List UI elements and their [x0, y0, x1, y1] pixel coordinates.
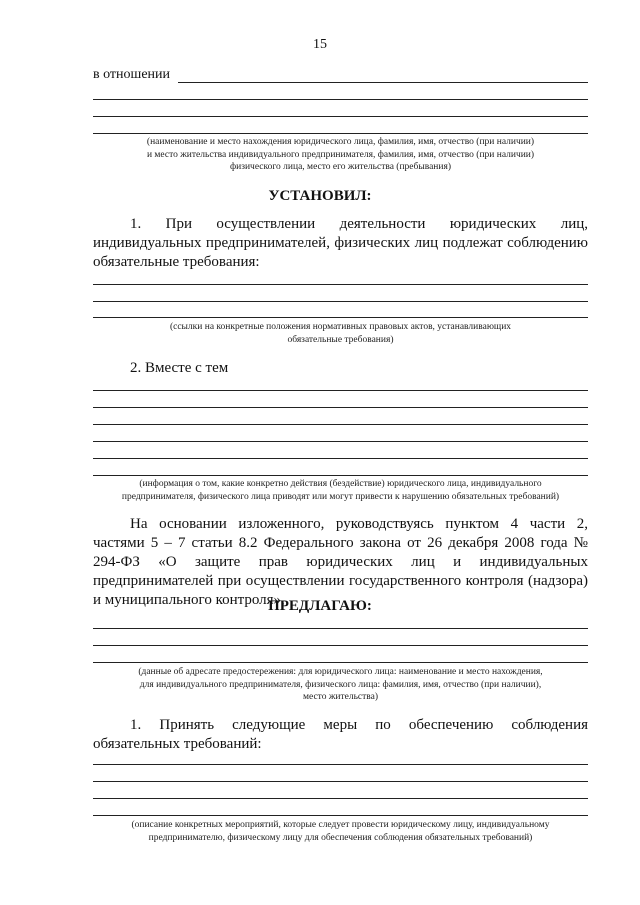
- caption-line: предпринимателю, физическому лицу для обеспечения соблюдения обязательных требований): [148, 832, 533, 843]
- fill-line: [93, 798, 588, 799]
- fill-line: [93, 764, 588, 765]
- fill-line: [93, 781, 588, 782]
- fill-line: [93, 441, 588, 442]
- fill-line: [93, 407, 588, 408]
- caption-line: обязательные требования): [287, 334, 394, 345]
- fill-line: [93, 475, 588, 476]
- caption-line: место жительства): [302, 692, 379, 702]
- caption-line: (описание конкретных мероприятий, которые следует провести юридическому лицу, индивидуальному: [131, 820, 550, 830]
- refs-caption: [93, 321, 588, 346]
- caption-line: (наименование и место нахождения юридического лица, фамилия, имя, отчество (при наличии): [146, 137, 535, 147]
- basis-paragraph: На основании изложенного, руководствуясь пунктом 4 части 2, частями 5 – 7 статьи 8.2 Федерального закона от 26 декабря 2008 года № 294-ФЗ «О защите прав юридических лиц и индивидуальных предпринимателей при осуществлении государственного контроля (надзора) и муниципального контроля»,: [93, 516, 588, 608]
- fill-line: [93, 390, 588, 391]
- caption-line: физического лица, место его жительства (пребывания): [229, 162, 452, 172]
- fill-line: [93, 424, 588, 425]
- fill-line: [93, 301, 588, 302]
- fill-line: [93, 645, 588, 646]
- heading-established: УСТАНОВИЛ:: [268, 188, 372, 204]
- caption-line: (ссылки на конкретные положения нормативных правовых актов, устанавливающих: [169, 322, 512, 332]
- fill-line: [93, 458, 588, 459]
- fill-line: [93, 133, 588, 134]
- info-caption: [93, 478, 588, 503]
- caption-line: предпринимателя, физического лица приводят или могут привести к нарушению обязательных требований): [121, 491, 560, 502]
- fill-line: [178, 82, 588, 83]
- relation-label: в отношении: [93, 67, 171, 82]
- subject-caption: [93, 136, 588, 174]
- fill-line: [93, 628, 588, 629]
- caption-line: и место жительства индивидуального предпринимателя, фамилия, имя, отчество (при наличии): [146, 149, 535, 160]
- fill-line: [93, 815, 588, 816]
- page-number: 15: [313, 37, 327, 52]
- caption-line: (данные об адресате предостережения: для юридического лица: наименование и место нахождения,: [138, 667, 543, 677]
- measures-paragraph: 1. Принять следующие меры по обеспечению соблюдения обязательных требований:: [93, 717, 588, 752]
- caption-line: (информация о том, какие конкретно действия (бездействие) юридического лица, индивидуального: [139, 479, 542, 489]
- addressee-caption: [93, 666, 588, 704]
- item2-text: 2. Вместе с тем: [130, 360, 229, 376]
- fill-line: [93, 116, 588, 117]
- caption-line: для индивидуального предпринимателя, физического лица: фамилия, имя, отчество (при наличии),: [139, 679, 542, 690]
- heading-propose: ПРЕДЛАГАЮ:: [268, 598, 372, 614]
- fill-line: [93, 662, 588, 663]
- measures-caption: [93, 819, 588, 844]
- fill-line: [93, 317, 588, 318]
- item1-paragraph: 1. При осуществлении деятельности юридических лиц, индивидуальных предпринимателей, физических лиц подлежат соблюдению обязательные требования:: [93, 216, 588, 270]
- fill-line: [93, 99, 588, 100]
- fill-line: [93, 284, 588, 285]
